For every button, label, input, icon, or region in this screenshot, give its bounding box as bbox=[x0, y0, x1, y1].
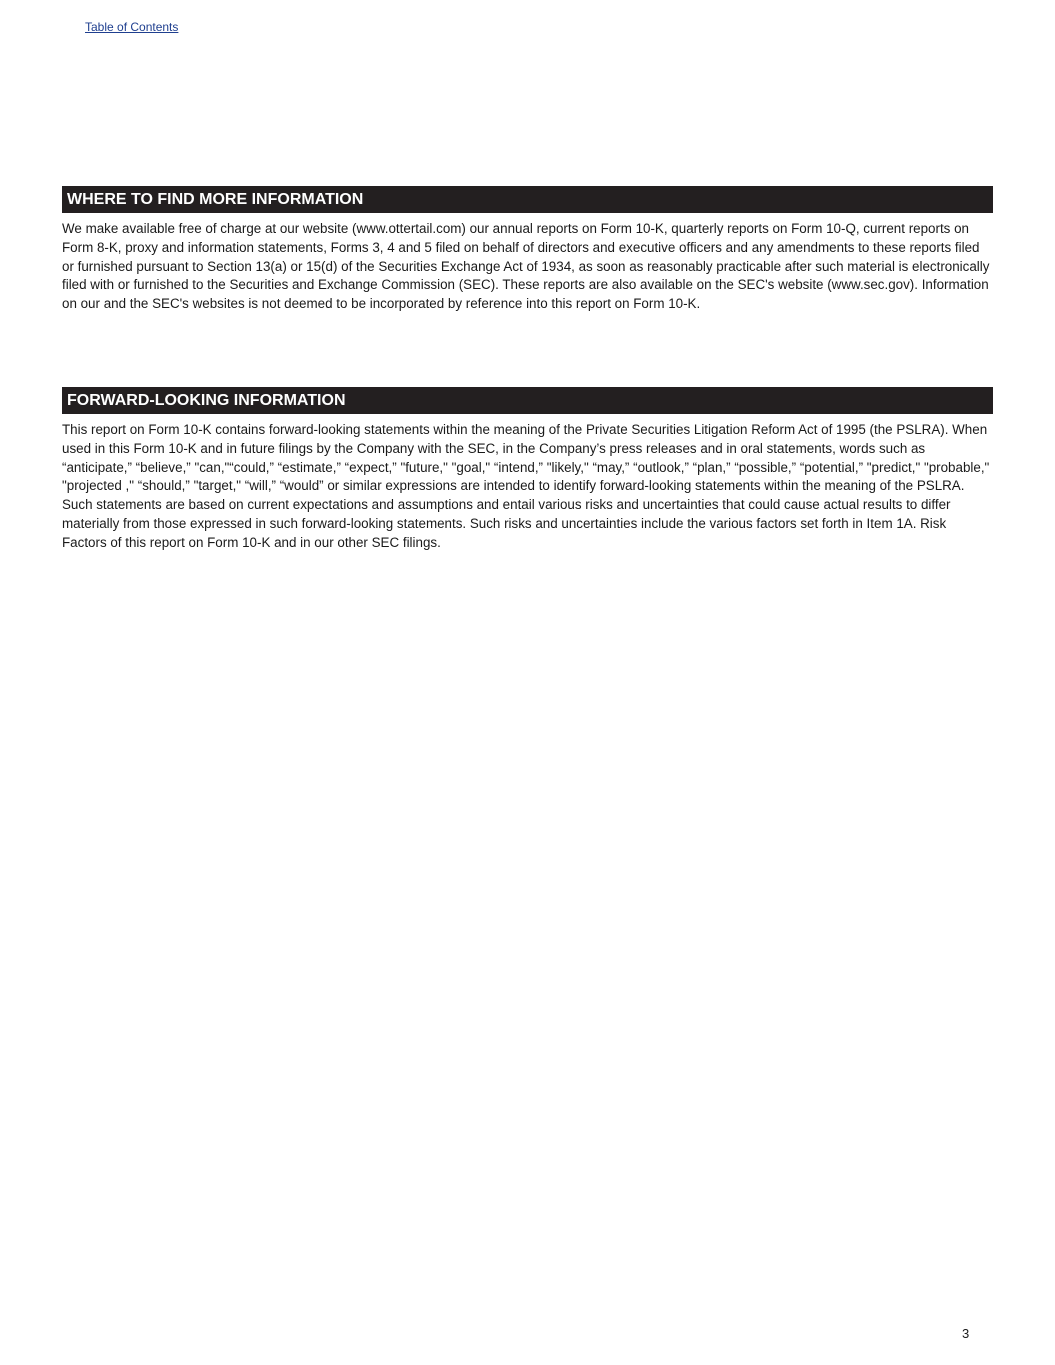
page-number: 3 bbox=[962, 1326, 970, 1341]
section-heading: WHERE TO FIND MORE INFORMATION bbox=[62, 186, 993, 213]
section-forward-looking-information bbox=[62, 387, 993, 553]
section-heading: FORWARD-LOOKING INFORMATION bbox=[62, 387, 993, 414]
table-of-contents-link[interactable]: Table of Contents bbox=[85, 20, 179, 34]
section-paragraph: We make available free of charge at our website (www.ottertail.com) our annual reports on Form 10-K, quarterly reports on Form 10-Q, current reports on Form 8-K, proxy and information statements, Forms 3, 4 and 5 filed on behalf of directors and executive officers and any amendments to these reports filed or furnished pursuant to Section 13(a) or 15(d) of the Securities Exchange Act of 1934, as soon as reasonably practicable after such material is electronically filed with or furnished to the Securities and Exchange Commission (SEC). These reports are also available on the SEC's website (www.sec.gov). Information on our and the SEC's websites is not deemed to be incorporated by reference into this report on Form 10-K. bbox=[62, 221, 990, 312]
section-where-to-find-more-information bbox=[62, 186, 993, 314]
section-paragraph: This report on Form 10-K contains forward-looking statements within the meaning of the Private Securities Litigation Reform Act of 1995 (the PSLRA). When used in this Form 10-K and in future filings by the Company with the SEC, in the Company’s press releases and in oral statements, words such as “anticipate,” “believe,” "can,"“could,” “estimate,” “expect,” "future," "goal," “intend,” "likely," “may,” “outlook,” “plan,” “possible,” “potential,” "predict," "probable," "projected ," “should,” "target," “will,” “would” or similar expressions are intended to identify forward-looking statements within the meaning of the PSLRA. Such statements are based on current expectations and assumptions and entail various risks and uncertainties that could cause actual results to differ materially from those expressed in such forward-looking statements. Such risks and uncertainties include the various factors set forth in Item 1A. Risk Factors of this report on Form 10-K and in our other SEC filings. bbox=[62, 422, 990, 550]
